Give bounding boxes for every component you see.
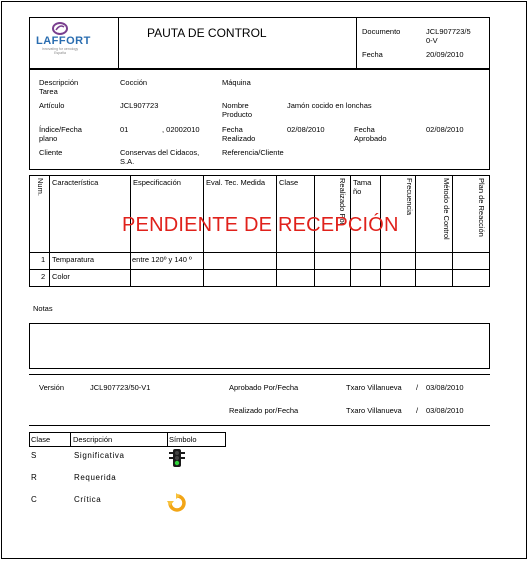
traffic-light-icon [167,448,187,468]
approved-by-sep: / [416,383,419,392]
legend-row-r-desc: Requerida [74,473,117,482]
col-especificacion: Especificación [133,178,181,187]
col-metodo: Método de Control [442,178,451,240]
nombre-label: Nombre Producto [222,101,253,119]
pending-watermark: PENDIENTE DE RECEPCIÓN [122,214,399,236]
referencia-label: Referencia/Cliente [222,148,284,157]
done-by-date: 03/08/2010 [426,406,464,415]
page-title: PAUTA DE CONTROL [147,26,267,40]
company-logo [36,22,91,64]
doc-label: Documento [362,27,401,36]
logo-tagline: Innovating for oenology [41,47,79,51]
row-2-num: 2 [41,272,46,281]
approved-by-label: Aprobado Por/Fecha [229,383,299,392]
aprobado-label: Fecha Aprobado [354,125,387,143]
col-eval: Eval. Tec. Medida [206,178,266,187]
header-box [29,17,490,69]
logo-name: LAFFORT [36,35,91,47]
legend-row-s-desc: Significativa [74,451,125,460]
realizado-value: 02/08/2010 [287,125,325,134]
row-1-especificacion: entre 120º y 140 º [132,255,192,264]
legend-col-descripcion: Descripción [73,435,113,444]
date-label: Fecha [362,50,383,59]
row-1-caracteristica: Temparatura [52,255,95,264]
doc-value: JCL907723/5 0-V [426,27,471,45]
col-realizado: Realizado Por [338,178,347,226]
descripcion-value: Cocción [120,78,148,87]
descripcion-label: Descripción Tarea [39,78,79,96]
col-frecuencia: Frecuencia [405,178,414,216]
col-clase: Clase [279,178,299,187]
version-value: JCL907723/50-V1 [90,383,151,392]
articulo-label: Artículo [39,101,65,110]
legend-col-clase: Clase [31,435,51,444]
col-tamano: Tama ño [353,178,372,196]
notes-box [29,323,490,369]
notes-label: Notas [33,304,53,313]
version-label: Versión [39,383,65,392]
realizado-label: Fecha Realizado [222,125,256,143]
approved-by-date: 03/08/2010 [426,383,464,392]
articulo-value: JCL907723 [120,101,159,110]
indice-date: , 02002010 [162,125,200,134]
indice-value: 01 [120,125,129,134]
recycle-arrows-icon [166,493,188,513]
maquina-label: Máquina [222,78,251,87]
date-value: 20/09/2010 [426,50,464,59]
col-plan: Plan de Reacción [477,178,486,237]
laffort-emblem-icon [52,22,68,35]
col-num: Num. [36,178,45,196]
legend-row-c-desc: Crítica [74,495,102,504]
col-caracteristica: Característica [52,178,99,187]
legend-row-s-clase: S [31,451,37,460]
aprobado-value: 02/08/2010 [426,125,464,134]
legend-row-c-clase: C [31,495,37,504]
done-by-sep: / [416,406,419,415]
approved-by-name: Txaro Villanueva [346,383,402,392]
cliente-value: Conservas del Cidacos, S.A. [120,148,200,166]
legend-row-r-clase: R [31,473,37,482]
logo-country: España [54,51,66,55]
indice-label: Índice/Fecha plano [39,125,82,143]
cliente-label: Cliente [39,148,63,157]
nombre-value: Jamón cocido en lonchas [287,101,372,110]
done-by-name: Txaro Villanueva [346,406,402,415]
legend-col-simbolo: Símbolo [169,435,197,444]
row-1-num: 1 [41,255,46,264]
done-by-label: Realizado por/Fecha [229,406,299,415]
row-2-caracteristica: Color [52,272,70,281]
